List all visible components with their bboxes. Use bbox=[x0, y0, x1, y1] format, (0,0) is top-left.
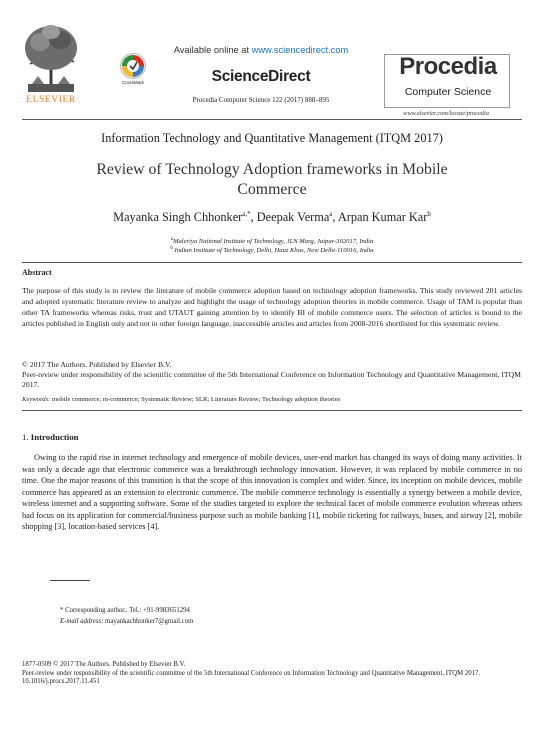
section-number: 1. bbox=[22, 432, 31, 442]
abstract-bottom-rule bbox=[22, 410, 522, 411]
email-label: E-mail address: bbox=[60, 618, 104, 625]
available-prefix: Available online at bbox=[173, 45, 252, 55]
affiliation-b bbox=[22, 246, 522, 254]
crossmark-label: CrossMark bbox=[122, 80, 144, 85]
doi-line[interactable]: 10.1016/j.procs.2017.11.451 bbox=[22, 678, 100, 685]
author-affiliation-mark: a,* bbox=[242, 210, 251, 218]
corresponding-author-note: * Corresponding author.. Tel.: +91-9983651294 bbox=[60, 607, 190, 614]
affiliation-mark: b bbox=[170, 246, 173, 251]
footnote-rule bbox=[50, 580, 90, 581]
affiliation-a bbox=[22, 237, 522, 245]
section-heading-introduction bbox=[22, 432, 79, 442]
abstract-text: The purpose of this study is to review the literature of mobile commerce adoption based on technology adoption frameworks. This study reviewed 201 articles and adopted systematic literature review to analyze and highlight the usage of technology adoption theories in mobile commerce. Usage of TAM is popular than other TA frameworks whereas risks, trust and UTAUT gaining attention by to identify BI of mobile commerce users. The selection of articles is bound to the articles published in English only and not in other foreign language, inaccessible articles and articles from 2008-2016 shortlisted for this systematic review. bbox=[22, 286, 522, 328]
author-list bbox=[22, 210, 522, 225]
conference-name: Information Technology and Quantitative Management (ITQM 2017) bbox=[101, 131, 443, 145]
paper-title: Review of Technology Adoption frameworks in Mobile Commerce bbox=[96, 161, 448, 198]
keywords-values: mobile commerce; m-commerce; Systematic Review; SLR; Literature Review; Technology adoption theories bbox=[50, 396, 341, 403]
section-title: Introduction bbox=[30, 432, 79, 442]
email-note bbox=[60, 618, 193, 625]
issn-line: 1877-0509 © 2017 The Authors. Published by Elsevier B.V. bbox=[22, 661, 186, 668]
affiliation-text: Maleriya National Institute of Technology, JLN Marg, Jaipur-302017, India bbox=[172, 238, 374, 246]
keywords-label: Keywords: bbox=[22, 396, 51, 403]
procedia-subtitle: Computer Science bbox=[404, 86, 492, 98]
author-separator: , bbox=[250, 210, 257, 225]
peer-review-line: Peer-review under responsibility of the scientific committee of the 5th International Conference on Information Technology and Quantitative Management, ITQM 2017. bbox=[22, 370, 521, 389]
keywords-line bbox=[22, 396, 522, 403]
affiliation-mark: a bbox=[170, 237, 173, 242]
publisher-name: ELSEVIER bbox=[26, 95, 76, 105]
affiliation-text: Indian Institute of Technology, Delhi, Hauz Khas, New Delhi-110016, India bbox=[172, 247, 374, 255]
author-name: Arpan Kumar Kar bbox=[337, 210, 428, 225]
abstract-heading: Abstract bbox=[22, 268, 52, 277]
author-affiliation-mark: a bbox=[329, 210, 333, 218]
header-rule bbox=[22, 119, 522, 120]
bottom-publication-info bbox=[22, 661, 522, 687]
bottom-peer-review: Peer-review under responsibility of the scientific committee of the 5th International Conference on Information Technology and Quantitative Management, ITQM 2017. bbox=[22, 669, 481, 677]
procedia-title: Procedia bbox=[399, 53, 497, 80]
copyright-line: © 2017 The Authors. Published by Elsevier B.V. bbox=[22, 360, 172, 369]
abstract-top-rule bbox=[22, 262, 522, 263]
author-name: Mayanka Singh Chhonker bbox=[113, 210, 243, 225]
sciencedirect-link[interactable]: www.sciencedirect.com bbox=[251, 45, 349, 55]
sciencedirect-brand: ScienceDirect bbox=[211, 68, 311, 85]
author-separator: , bbox=[332, 210, 338, 225]
journal-reference: Procedia Computer Science 122 (2017) 888–895 bbox=[192, 96, 330, 104]
introduction-text: Owing to the rapid rise in internet technology and emergence of mobile devices, user-end market has changed its ways of doing many activities. It was only a decade ago that electronic commerce was a breakthrough technology innovation. However, it was replaced by mobile commerce in no time. One the major reasons of this transition is that the scope of this innovation is complex and wider. Since, its inception on mobile devices, mobile commerce has appeared as an extension to electronic commerce. The mobile commerce technology is essentially a synergy between a mobile device, wireless internet and a supporting software. Some of the studies targeted to explore the technical facet of mobile commerce evolution whereas others had focus on its application for commercial/business purpose such as mobile banking [1], mobile ticketing for railways, buses, and airway [2], mobile shopping [3], location-based services [4]. bbox=[22, 453, 522, 532]
introduction-paragraph bbox=[22, 452, 522, 533]
crossmark-icon[interactable] bbox=[120, 53, 146, 79]
email-address[interactable]: mayankachhonker7@gmail.com bbox=[103, 618, 194, 625]
available-online-line bbox=[156, 45, 366, 55]
copyright-block bbox=[22, 360, 522, 390]
author-affiliation-mark: b bbox=[427, 210, 431, 218]
author-name: Deepak Verma bbox=[256, 210, 330, 225]
elsevier-tree-logo bbox=[22, 20, 80, 94]
procedia-url[interactable]: www.elsevier.com/locate/procedia bbox=[403, 110, 489, 117]
